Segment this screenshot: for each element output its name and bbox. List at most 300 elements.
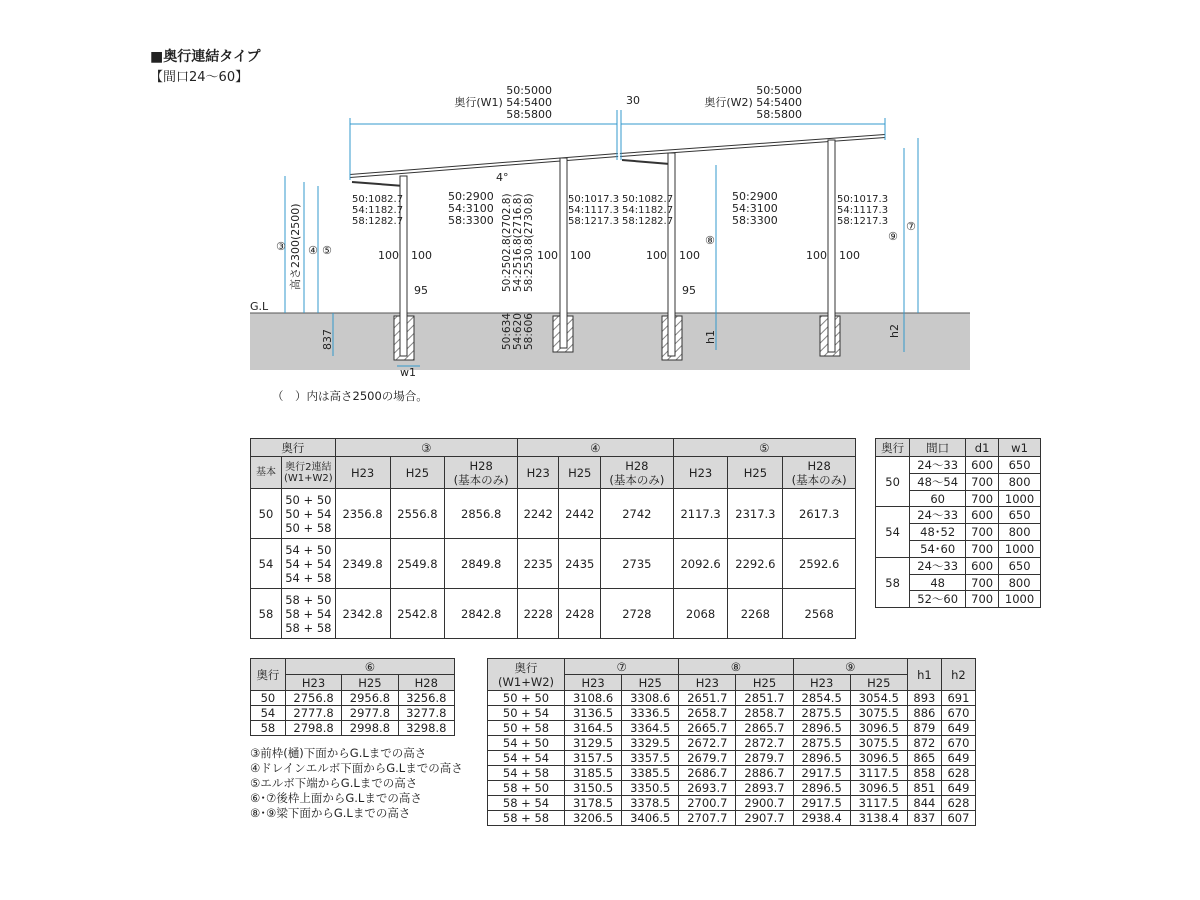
th-combo-l2: (W1+W2) bbox=[284, 472, 333, 484]
th-h28 bbox=[445, 457, 518, 489]
rear-top-right-1: 54:1182.7 bbox=[622, 205, 674, 216]
table-row bbox=[488, 781, 976, 796]
cell: 2886.7 bbox=[736, 766, 793, 781]
cell: 48 bbox=[910, 575, 966, 591]
cell: 2693.7 bbox=[679, 781, 736, 796]
th-basic: 基本 bbox=[251, 457, 282, 489]
cell: 700 bbox=[966, 524, 999, 541]
post-4 bbox=[828, 140, 835, 352]
cell bbox=[282, 589, 336, 639]
span-right-2: 58:3300 bbox=[732, 214, 778, 227]
cell: 24～33 bbox=[910, 507, 966, 524]
table-row bbox=[488, 766, 976, 781]
th-width: 間口 bbox=[910, 439, 966, 457]
th-h28 bbox=[783, 457, 856, 489]
cell: 2242 bbox=[517, 489, 559, 539]
cell: 2851.7 bbox=[736, 691, 793, 706]
span-right-0: 50:2900 bbox=[732, 190, 778, 203]
cell: 607 bbox=[941, 811, 975, 826]
cell: 54 + 50 bbox=[488, 736, 565, 751]
cell: 54 bbox=[876, 507, 910, 558]
cell: 800 bbox=[999, 575, 1041, 591]
rear-top-left-0: 50:1082.7 bbox=[352, 194, 404, 205]
table-heights-3-4-5 bbox=[250, 438, 856, 639]
th-h23: H23 bbox=[565, 675, 622, 691]
cell: 2658.7 bbox=[679, 706, 736, 721]
th-h25: H25 bbox=[736, 675, 793, 691]
th-h2: h2 bbox=[941, 659, 975, 691]
offset-100-3b: 100 bbox=[679, 249, 700, 262]
cell: 3054.5 bbox=[850, 691, 907, 706]
mid-top-right-0: 50:1017.3 bbox=[837, 194, 889, 205]
th-d1: d1 bbox=[966, 439, 999, 457]
cell: 2893.7 bbox=[736, 781, 793, 796]
th-h23: H23 bbox=[285, 675, 341, 691]
th-group-7: ⑦ bbox=[565, 659, 679, 675]
cell: 2756.8 bbox=[285, 691, 341, 706]
table-row bbox=[488, 811, 976, 826]
th-h23: H23 bbox=[517, 457, 559, 489]
cell: 50 + 58 bbox=[488, 721, 565, 736]
marker-9: ⑨ bbox=[888, 230, 898, 243]
cell: 58 + 54 bbox=[488, 796, 565, 811]
cell: 58 + 50 bbox=[488, 781, 565, 796]
th-h28 bbox=[601, 457, 674, 489]
cell: 800 bbox=[999, 474, 1041, 491]
cell: 2592.6 bbox=[783, 539, 856, 589]
cell: 3185.5 bbox=[565, 766, 622, 781]
offset-100-4a: 100 bbox=[806, 249, 827, 262]
height-label: 高さ2300(2500) bbox=[289, 203, 302, 290]
th-group-8: ⑧ bbox=[679, 659, 793, 675]
th-group-9: ⑨ bbox=[793, 659, 907, 675]
mid-top-right-1: 54:1117.3 bbox=[837, 205, 889, 216]
cell: 3117.5 bbox=[850, 766, 907, 781]
cell: 2896.5 bbox=[793, 751, 850, 766]
cell: 2879.7 bbox=[736, 751, 793, 766]
cell: 886 bbox=[907, 706, 941, 721]
table-row bbox=[488, 721, 976, 736]
cell: 2679.7 bbox=[679, 751, 736, 766]
cell: 2896.5 bbox=[793, 781, 850, 796]
rear-top-left-2: 58:1282.7 bbox=[352, 216, 404, 227]
cell: 3096.5 bbox=[850, 751, 907, 766]
cell: 3406.5 bbox=[622, 811, 679, 826]
table-heights-6 bbox=[250, 658, 455, 736]
th-h23: H23 bbox=[335, 457, 390, 489]
lower-beam-right bbox=[622, 160, 670, 164]
legend-item: ④ドレインエルボ下面からG.Lまでの高さ bbox=[250, 761, 463, 775]
offset-100-1a: 100 bbox=[378, 249, 399, 262]
cell: 2549.8 bbox=[390, 539, 445, 589]
cell: 2117.3 bbox=[673, 489, 728, 539]
cell: 2849.8 bbox=[445, 539, 518, 589]
cell: 2858.7 bbox=[736, 706, 793, 721]
post-2 bbox=[560, 158, 567, 348]
cell: 3308.6 bbox=[622, 691, 679, 706]
h1-label: h1 bbox=[704, 330, 717, 344]
th-h25: H25 bbox=[342, 675, 398, 691]
mid-height-0: 50:2502.8(2702.8) bbox=[501, 193, 513, 292]
th-h28-l2: (基本のみ) bbox=[609, 472, 665, 487]
th-group-6: ⑥ bbox=[285, 659, 454, 675]
th-h25: H25 bbox=[390, 457, 445, 489]
cell: 50 + 54 bbox=[488, 706, 565, 721]
carport-side-elevation bbox=[0, 0, 1200, 400]
th-depth: 奥行 bbox=[251, 659, 286, 691]
cell: 2875.5 bbox=[793, 706, 850, 721]
cell: 2865.7 bbox=[736, 721, 793, 736]
cell: 2856.8 bbox=[445, 489, 518, 539]
cell: 3364.5 bbox=[622, 721, 679, 736]
cell: 3129.5 bbox=[565, 736, 622, 751]
cell: 2900.7 bbox=[736, 796, 793, 811]
cell: 3357.5 bbox=[622, 751, 679, 766]
cell: 2617.3 bbox=[783, 489, 856, 539]
cell: 865 bbox=[907, 751, 941, 766]
th-h25: H25 bbox=[728, 457, 783, 489]
w1-line3: 58:5800 bbox=[506, 108, 552, 121]
cell: 872 bbox=[907, 736, 941, 751]
table-row bbox=[251, 721, 455, 736]
cell: 2665.7 bbox=[679, 721, 736, 736]
cell: 2349.8 bbox=[335, 539, 390, 589]
th-h28-l1: H28 bbox=[469, 458, 493, 473]
w2-line2: 奥行(W2) 54:5400 bbox=[704, 96, 802, 109]
cell: 2651.7 bbox=[679, 691, 736, 706]
th-w1: w1 bbox=[999, 439, 1041, 457]
cell: 50 bbox=[251, 691, 286, 706]
table-row bbox=[251, 706, 455, 721]
cell: 48･52 bbox=[910, 524, 966, 541]
cell: 50 bbox=[876, 457, 910, 507]
th-h25: H25 bbox=[622, 675, 679, 691]
cell: 58 bbox=[251, 589, 282, 639]
marker-4: ④ bbox=[308, 244, 318, 257]
angle-label: 4° bbox=[496, 171, 509, 184]
cell: 2568 bbox=[783, 589, 856, 639]
cell: 3256.8 bbox=[398, 691, 454, 706]
cell: 54 + 58 bbox=[285, 570, 332, 585]
cell: 2998.8 bbox=[342, 721, 398, 736]
cell: 58 + 58 bbox=[285, 620, 332, 635]
cell: 48～54 bbox=[910, 474, 966, 491]
h2-label: h2 bbox=[888, 324, 901, 338]
mid-top-right-2: 58:1217.3 bbox=[837, 216, 889, 227]
mid-height-2: 58:2530.8(2730.8) bbox=[523, 193, 535, 292]
table-row bbox=[488, 736, 976, 751]
cell: 2977.8 bbox=[342, 706, 398, 721]
cell: 650 bbox=[999, 507, 1041, 524]
cell: 2896.5 bbox=[793, 721, 850, 736]
w1-line1: 50:5000 bbox=[506, 84, 552, 97]
table-row bbox=[488, 706, 976, 721]
cell: 2342.8 bbox=[335, 589, 390, 639]
legend-item: ⑤エルボ下端からG.Lまでの高さ bbox=[250, 776, 418, 790]
cell: 3350.5 bbox=[622, 781, 679, 796]
cell: 58 bbox=[876, 558, 910, 608]
cell: 2917.5 bbox=[793, 796, 850, 811]
mid-top-left-1: 54:1117.3 bbox=[568, 205, 620, 216]
cell: 50 bbox=[251, 489, 282, 539]
span-left-2: 58:3300 bbox=[448, 214, 494, 227]
cell: 650 bbox=[999, 558, 1041, 575]
marker-8: ⑧ bbox=[705, 234, 715, 247]
cell: 58 + 54 bbox=[285, 606, 332, 621]
gl-label: G.L bbox=[250, 300, 269, 313]
th-h23: H23 bbox=[673, 457, 728, 489]
cell: 50 + 50 bbox=[488, 691, 565, 706]
cell: 2556.8 bbox=[390, 489, 445, 539]
legend-item: ⑧･⑨梁下面からG.Lまでの高さ bbox=[250, 806, 411, 820]
w1-label: w1 bbox=[400, 366, 416, 379]
th-h23: H23 bbox=[793, 675, 850, 691]
cell: 2092.6 bbox=[673, 539, 728, 589]
cell: 600 bbox=[966, 558, 999, 575]
cell: 50 + 50 bbox=[285, 492, 332, 507]
th-group-5: ⑤ bbox=[673, 439, 855, 457]
table-row bbox=[488, 796, 976, 811]
cell: 2875.5 bbox=[793, 736, 850, 751]
cell: 3138.4 bbox=[850, 811, 907, 826]
th-h28: H28 bbox=[398, 675, 454, 691]
cell: 50 + 54 bbox=[285, 506, 332, 521]
cell: 3157.5 bbox=[565, 751, 622, 766]
gap-label: 30 bbox=[626, 94, 640, 107]
table-row bbox=[251, 489, 856, 539]
cell: 670 bbox=[941, 706, 975, 721]
cell: 3277.8 bbox=[398, 706, 454, 721]
cell: 2428 bbox=[559, 589, 601, 639]
rear-top-right-2: 58:1282.7 bbox=[622, 216, 674, 227]
table-heights-7-8-9 bbox=[487, 658, 976, 826]
cell: 2872.7 bbox=[736, 736, 793, 751]
cell: 670 bbox=[941, 736, 975, 751]
post-3 bbox=[668, 153, 675, 356]
th-combo-l1: 奥行2連結 bbox=[285, 461, 332, 473]
cell: 3096.5 bbox=[850, 781, 907, 796]
cell: 60 bbox=[910, 491, 966, 507]
table-row bbox=[251, 589, 856, 639]
cell: 800 bbox=[999, 524, 1041, 541]
section-subtitle: 【間口24～60】 bbox=[150, 70, 249, 85]
cell: 58 + 58 bbox=[488, 811, 565, 826]
mid-top-left-2: 58:1217.3 bbox=[568, 216, 620, 227]
cell: 1000 bbox=[999, 541, 1041, 558]
th-h1: h1 bbox=[907, 659, 941, 691]
marker-7: ⑦ bbox=[906, 220, 916, 233]
cell: 2435 bbox=[559, 539, 601, 589]
cell bbox=[282, 489, 336, 539]
section-title: ■奥行連結タイプ bbox=[150, 49, 261, 65]
cell: 649 bbox=[941, 751, 975, 766]
cell: 2228 bbox=[517, 589, 559, 639]
cell: 3329.5 bbox=[622, 736, 679, 751]
cell: 2938.4 bbox=[793, 811, 850, 826]
w1-line2: 奥行(W1) 54:5400 bbox=[454, 96, 552, 109]
cell: 24～33 bbox=[910, 558, 966, 575]
cell: 2068 bbox=[673, 589, 728, 639]
cell: 54 bbox=[251, 539, 282, 589]
legend-item: ③前枠(樋)下面からG.Lまでの高さ bbox=[250, 746, 427, 760]
cell: 1000 bbox=[999, 491, 1041, 507]
cell: 3164.5 bbox=[565, 721, 622, 736]
cell: 58 + 50 bbox=[285, 592, 332, 607]
w2-line1: 50:5000 bbox=[756, 84, 802, 97]
cell: 2672.7 bbox=[679, 736, 736, 751]
cell: 879 bbox=[907, 721, 941, 736]
cell: 2854.5 bbox=[793, 691, 850, 706]
cell: 3108.6 bbox=[565, 691, 622, 706]
dim-95-left: 95 bbox=[414, 284, 428, 297]
offset-100-2a: 100 bbox=[537, 249, 558, 262]
cell: 2956.8 bbox=[342, 691, 398, 706]
cell: 24～33 bbox=[910, 457, 966, 474]
cell: 649 bbox=[941, 721, 975, 736]
marker-3: ③ bbox=[276, 240, 286, 253]
cell: 600 bbox=[966, 457, 999, 474]
cell: 2777.8 bbox=[285, 706, 341, 721]
cell: 52～60 bbox=[910, 591, 966, 608]
cell: 2735 bbox=[601, 539, 674, 589]
th-h28-l2: (基本のみ) bbox=[791, 472, 847, 487]
cell: 2917.5 bbox=[793, 766, 850, 781]
cell: 628 bbox=[941, 766, 975, 781]
cell: 851 bbox=[907, 781, 941, 796]
cell: 3336.5 bbox=[622, 706, 679, 721]
dim-95-right: 95 bbox=[682, 284, 696, 297]
th-depth: 奥行 bbox=[251, 439, 336, 457]
mid-top-left-0: 50:1017.3 bbox=[568, 194, 620, 205]
dim-837: 837 bbox=[321, 329, 334, 350]
offset-100-1b: 100 bbox=[411, 249, 432, 262]
cell: 3117.5 bbox=[850, 796, 907, 811]
cell: 54 bbox=[251, 706, 286, 721]
rear-top-left-1: 54:1182.7 bbox=[352, 205, 404, 216]
cell: 2442 bbox=[559, 489, 601, 539]
cell: 650 bbox=[999, 457, 1041, 474]
cell: 3075.5 bbox=[850, 706, 907, 721]
cell: 3378.5 bbox=[622, 796, 679, 811]
cell: 2907.7 bbox=[736, 811, 793, 826]
cell: 3298.8 bbox=[398, 721, 454, 736]
table-row bbox=[251, 691, 455, 706]
cell: 3206.5 bbox=[565, 811, 622, 826]
cell: 54 + 54 bbox=[488, 751, 565, 766]
cell: 1000 bbox=[999, 591, 1041, 608]
th-h25: H25 bbox=[850, 675, 907, 691]
cell: 2686.7 bbox=[679, 766, 736, 781]
cell: 2317.3 bbox=[728, 489, 783, 539]
cell: 54･60 bbox=[910, 541, 966, 558]
span-right-1: 54:3100 bbox=[732, 202, 778, 215]
th-h28-l1: H28 bbox=[807, 458, 831, 473]
th-h28-l2: (基本のみ) bbox=[453, 472, 509, 487]
cell: 2268 bbox=[728, 589, 783, 639]
th-depth-l2: (W1+W2) bbox=[498, 674, 554, 689]
cell: 2542.8 bbox=[390, 589, 445, 639]
legend bbox=[250, 746, 463, 821]
th-group-3: ③ bbox=[335, 439, 517, 457]
cell: 54 + 50 bbox=[285, 542, 332, 557]
offset-100-2b: 100 bbox=[570, 249, 591, 262]
table-row bbox=[488, 691, 976, 706]
span-left-1: 54:3100 bbox=[448, 202, 494, 215]
table-row bbox=[488, 751, 976, 766]
th-depth-l1: 奥行 bbox=[514, 660, 538, 675]
ground bbox=[250, 313, 970, 370]
cell: 3136.5 bbox=[565, 706, 622, 721]
cell: 2707.7 bbox=[679, 811, 736, 826]
cell: 2356.8 bbox=[335, 489, 390, 539]
cell: 3096.5 bbox=[850, 721, 907, 736]
th-h23: H23 bbox=[679, 675, 736, 691]
th-depth bbox=[488, 659, 565, 691]
depth-0: 50:634 bbox=[501, 313, 513, 350]
w2-line3: 58:5800 bbox=[756, 108, 802, 121]
marker-5: ⑤ bbox=[322, 244, 332, 257]
cell: 700 bbox=[966, 491, 999, 507]
th-depth: 奥行 bbox=[876, 439, 910, 457]
cell: 3385.5 bbox=[622, 766, 679, 781]
rear-top-right-0: 50:1082.7 bbox=[622, 194, 674, 205]
cell: 844 bbox=[907, 796, 941, 811]
cell: 691 bbox=[941, 691, 975, 706]
cell: 3075.5 bbox=[850, 736, 907, 751]
cell: 2842.8 bbox=[445, 589, 518, 639]
cell: 700 bbox=[966, 591, 999, 608]
cell: 628 bbox=[941, 796, 975, 811]
th-combo bbox=[282, 457, 336, 489]
cell: 54 + 54 bbox=[285, 556, 332, 571]
cell: 2700.7 bbox=[679, 796, 736, 811]
cell: 3150.5 bbox=[565, 781, 622, 796]
cell: 2292.6 bbox=[728, 539, 783, 589]
mid-height-1: 54:2516.8(2716.8) bbox=[512, 193, 524, 292]
cell: 700 bbox=[966, 575, 999, 591]
cell: 700 bbox=[966, 474, 999, 491]
cell: 58 bbox=[251, 721, 286, 736]
cell: 837 bbox=[907, 811, 941, 826]
cell: 54 + 58 bbox=[488, 766, 565, 781]
depth-1: 54:620 bbox=[512, 313, 524, 350]
depth-2: 58:606 bbox=[523, 313, 535, 350]
offset-100-4b: 100 bbox=[839, 249, 860, 262]
cell: 858 bbox=[907, 766, 941, 781]
th-h25: H25 bbox=[559, 457, 601, 489]
th-group-4: ④ bbox=[517, 439, 673, 457]
table-foundation bbox=[875, 438, 1041, 608]
cell: 600 bbox=[966, 507, 999, 524]
cell: 2235 bbox=[517, 539, 559, 589]
cell: 700 bbox=[966, 541, 999, 558]
note: （ ）内は高さ2500の場合。 bbox=[272, 389, 428, 403]
th-h28-l1: H28 bbox=[625, 458, 649, 473]
table-row bbox=[251, 539, 856, 589]
cell: 893 bbox=[907, 691, 941, 706]
cell: 3178.5 bbox=[565, 796, 622, 811]
span-left-0: 50:2900 bbox=[448, 190, 494, 203]
cell: 50 + 58 bbox=[285, 520, 332, 535]
lower-beam-left bbox=[352, 182, 404, 186]
cell: 2742 bbox=[601, 489, 674, 539]
cell: 2798.8 bbox=[285, 721, 341, 736]
legend-item: ⑥･⑦後枠上面からG.Lまでの高さ bbox=[250, 791, 422, 805]
cell bbox=[282, 539, 336, 589]
cell: 649 bbox=[941, 781, 975, 796]
cell: 2728 bbox=[601, 589, 674, 639]
offset-100-3a: 100 bbox=[646, 249, 667, 262]
